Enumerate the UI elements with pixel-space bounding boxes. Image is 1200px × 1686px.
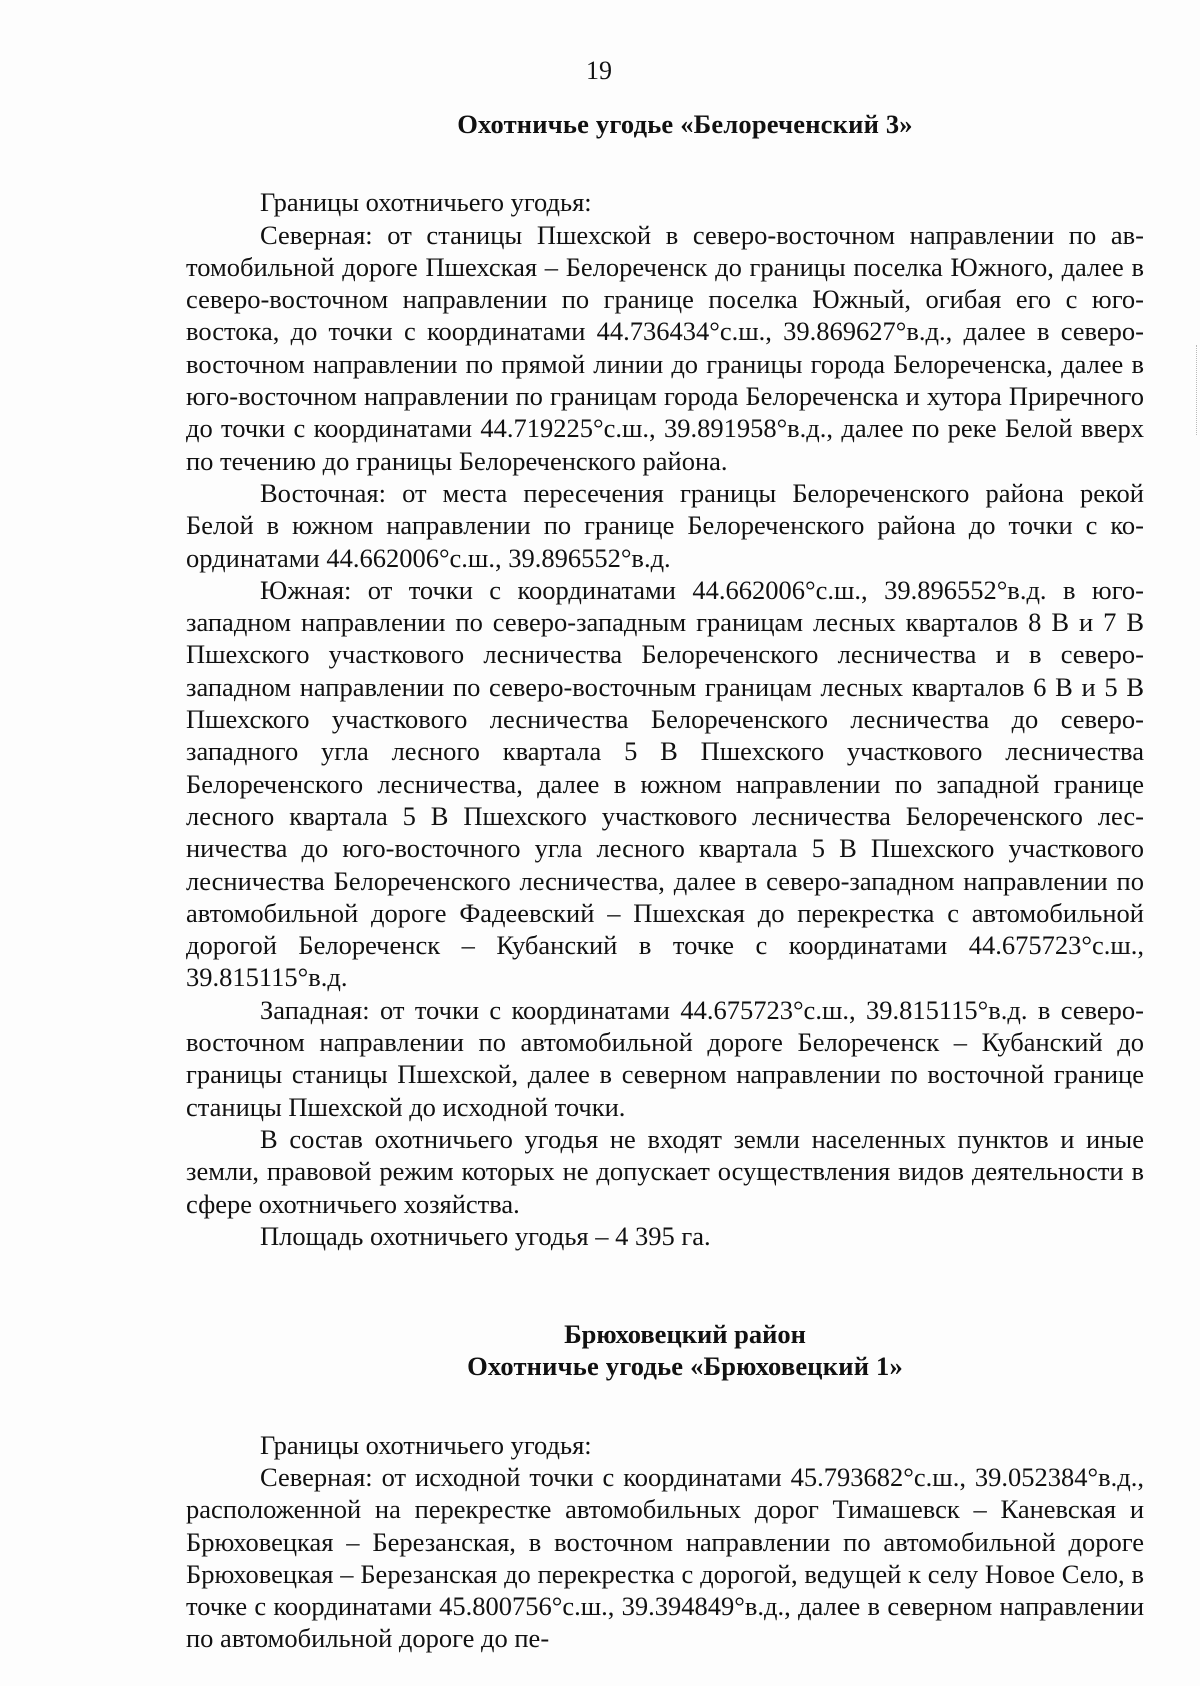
north-boundary-paragraph: Северная: от станицы Пшехской в северо-восточном направлении по автомобильной дороге Пшехская – Белореченск до границы поселка Южного, далее в северо-восточном направлении по границе поселка Южный, огибая его с юго-востока, до точки с координатами 44.736434°с.ш., 39.869627°в.д., далее в северо-восточном направлении по прямой линии до границы города Белореченска, далее в юго-восточном направлении по границам города Белореченска и хутора Приречного до точки с координатами 44.719225°с.ш., 39.891958°в.д., далее по реке Белой вверх по течению до границы Белореченского района.	[186, 219, 1144, 476]
south-boundary-paragraph: Южная: от точки с координатами 44.662006°с.ш., 39.896552°в.д. в юго-западном направлении по северо-западным границам лесных кварталов 8 В и 7 В Пшехского участкового лесничества Белореченского лесничества и в северо-западном направлении по северо-восточным границам лесных кварталов 6 В и 5 В Пшехского участкового лесничества Белореченского лесничества до северо-западного угла лесного квартала 5 В Пшехского участкового лесничества Белореченского лесничества, далее в южном направлении по западной границе лесного квартала 5 В Пшехского участкового лесничества Белореченского лесничества до юго-восточного угла лесного квартала 5 В Пшехского участкового лесничества Белореченского лесничества, далее в северо-западном направлении по автомобильной дороге Фадеевский – Пшехская до перекрестка с автомобильной дорогой Белореченск – Кубанский в точке с координатами 44.675723°с.ш., 39.815115°в.д.	[186, 574, 1144, 993]
boundaries-label: Границы охотничьего угодья:	[260, 187, 592, 218]
spacer	[186, 1383, 1144, 1429]
scan-edge-marks	[1190, 345, 1197, 435]
west-boundary-paragraph: Западная: от точки с координатами 44.675723°с.ш., 39.815115°в.д. в северо-восточном направлении по автомобильной дороге Белореченск – Кубанский до границы станицы Пшехской, далее в северном направлении по восточной границе станицы Пшехской до исходной точки.	[186, 994, 1144, 1122]
area-paragraph: Площадь охотничьего угодья – 4 395 га.	[260, 1220, 711, 1251]
exclusion-paragraph: В состав охотничьего угодья не входят земли населенных пунктов и иные земли, правовой режим которых не допускает осуществления видов деятельности в сфере охотничьего хозяйства.	[186, 1123, 1144, 1219]
spacer	[186, 140, 1144, 186]
document-body	[186, 108, 1144, 1655]
spacer	[186, 1252, 1144, 1318]
north-boundary-paragraph: Северная: от исходной точки с координатами 45.793682°с.ш., 39.052384°в.д., расположенной на перекрестке автомобильных дорог Тимашевск – Каневская и Брюховецкая – Березанская, в восточном направлении по автомобильной дороге Брюховецкая – Березанская до перекрестка с дорогой, ведущей к селу Новое Село, в точке с координатами 45.800756°с.ш., 39.394849°в.д., далее в северном направлении по автомобильной дороге до пе-	[186, 1461, 1144, 1654]
district-heading-bryukhovetsky: Брюховецкий район	[564, 1319, 806, 1350]
east-boundary-paragraph: Восточная: от места пересечения границы Белореченского района рекой Белой в южном направлении по границе Белореченского района до точки с координатами 44.662006°с.ш., 39.896552°в.д.	[186, 477, 1144, 573]
boundaries-label: Границы охотничьего угодья:	[260, 1429, 592, 1460]
hunting-ground-title-bryukhovetsky-1: Охотничье угодье «Брюховецкий 1»	[467, 1351, 903, 1382]
hunting-ground-title-belorechensky-3: Охотничье угодье «Белореченский 3»	[457, 109, 913, 139]
page-number: 19	[586, 56, 612, 85]
